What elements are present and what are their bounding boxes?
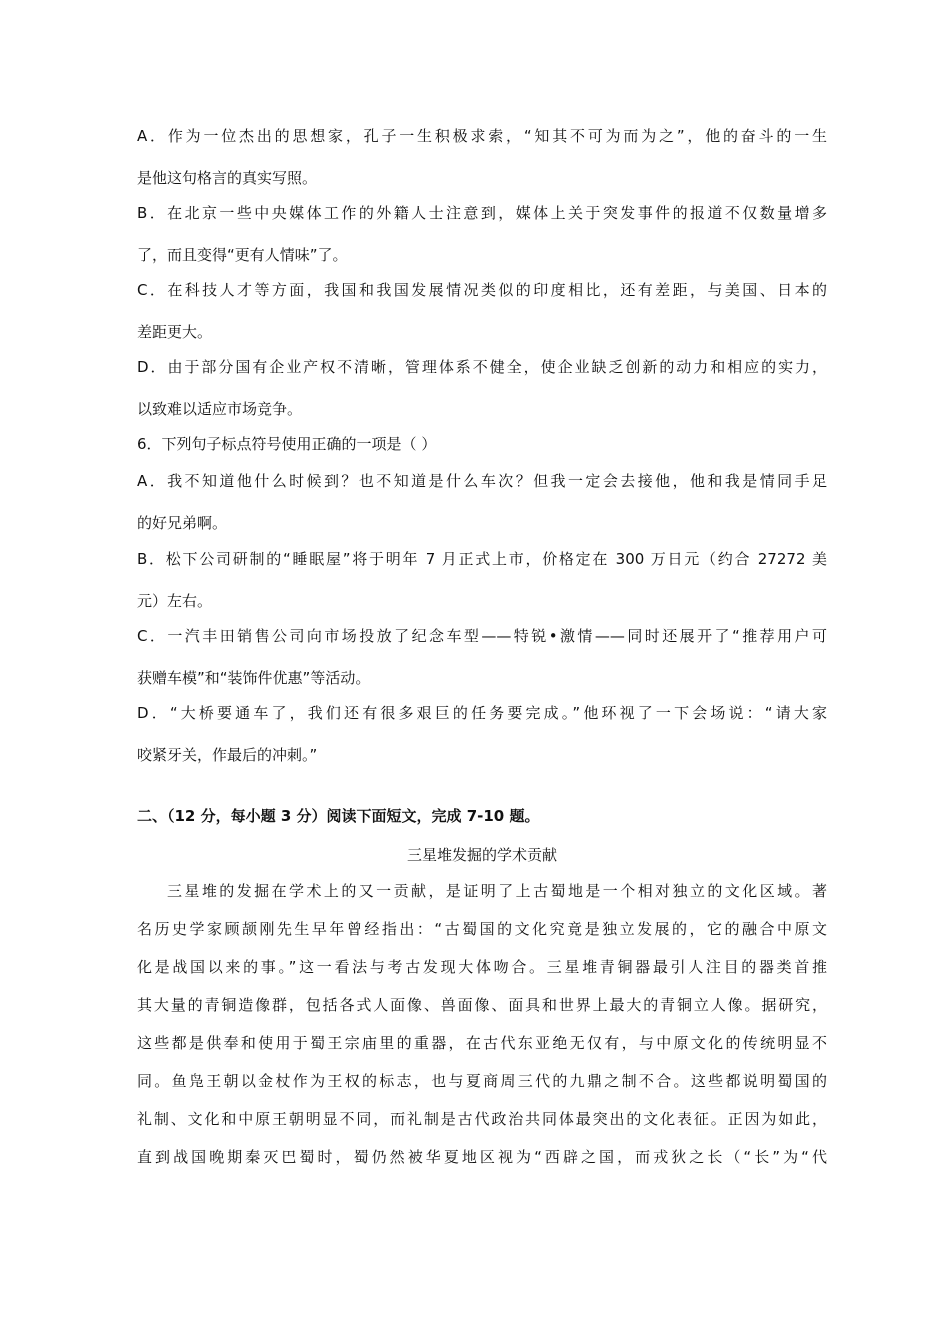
- q5-option-d-line-2: 以致难以适应市场竞争。: [137, 400, 303, 418]
- passage-line: 这些都是供奉和使用于蜀王宗庙里的重器，在古代东亚绝无仅有，与中原文化的传统明显不: [137, 1034, 827, 1052]
- q5-option-a-line-2: 是他这句格言的真实写照。: [137, 169, 318, 187]
- q6-option-d-line-1: D．“大桥要通车了，我们还有很多艰巨的任务要完成。”他环视了一下会场说：“请大家: [137, 704, 827, 722]
- q6-option-c-line-1: C．一汽丰田销售公司向市场投放了纪念车型——特锐•激情——同时还展开了“推荐用户可: [137, 627, 827, 645]
- passage-line: 其大量的青铜造像群，包括各式人面像、兽面像、面具和世界上最大的青铜立人像。据研究，: [137, 996, 827, 1014]
- passage-line: 名历史学家顾颉刚先生早年曾经指出：“古蜀国的文化究竟是独立发展的，它的融合中原文: [137, 920, 827, 938]
- q5-option-c-line-1: C．在科技人才等方面，我国和我国发展情况类似的印度相比，还有差距，与美国、日本的: [137, 281, 827, 299]
- q6-stem: 6．下列句子标点符号使用正确的一项是（ ）: [137, 435, 437, 453]
- q6-option-a-line-1: A．我不知道他什么时候到？也不知道是什么车次？但我一定会去接他，他和我是情同手足: [137, 472, 827, 490]
- q5-option-b-line-1: B．在北京一些中央媒体工作的外籍人士注意到，媒体上关于突发事件的报道不仅数量增多: [137, 204, 827, 222]
- q5-option-b-line-2: 了，而且变得“更有人情味”了。: [137, 246, 348, 264]
- passage-line: 直到战国晚期秦灭巴蜀时，蜀仍然被华夏地区视为“西辟之国，而戎狄之长（“长”为“代: [137, 1148, 827, 1166]
- q6-option-d-line-2: 咬紧牙关，作最后的冲刺。”: [137, 746, 318, 764]
- passage-line: 化是战国以来的事。”这一看法与考古发现大体吻合。三星堆青铜器最引人注目的器类首推: [137, 958, 827, 976]
- passage-line: 同。鱼凫王朝以金杖作为王权的标志，也与夏商周三代的九鼎之制不合。这些都说明蜀国的: [137, 1072, 827, 1090]
- q6-option-b-line-1: B．松下公司研制的“睡眠屋”将于明年 7 月正式上市，价格定在 300 万日元（约合 27272 美: [137, 550, 827, 568]
- q5-option-d-line-1: D．由于部分国有企业产权不清晰，管理体系不健全，使企业缺乏创新的动力和相应的实力，: [137, 358, 827, 376]
- q6-option-c-line-2: 获赠车模”和“装饰件优惠”等活动。: [137, 669, 371, 687]
- passage-title: 三星堆发掘的学术贡献: [406, 846, 557, 864]
- q6-option-a-line-2: 的好兄弟啊。: [137, 514, 228, 532]
- passage-line: 三星堆的发掘在学术上的又一贡献，是证明了上古蜀地是一个相对独立的文化区域。著: [167, 882, 827, 900]
- q5-option-a-line-1: A．作为一位杰出的思想家，孔子一生积极求索，“知其不可为而为之”，他的奋斗的一生: [137, 127, 827, 145]
- section-2-heading: 二、（12 分，每小题 3 分）阅读下面短文，完成 7-10 题。: [137, 807, 540, 825]
- q5-option-c-line-2: 差距更大。: [137, 323, 213, 341]
- passage-line: 礼制、文化和中原王朝明显不同，而礼制是古代政治共同体最突出的文化表征。正因为如此，: [137, 1110, 827, 1128]
- q6-option-b-line-2: 元）左右。: [137, 592, 213, 610]
